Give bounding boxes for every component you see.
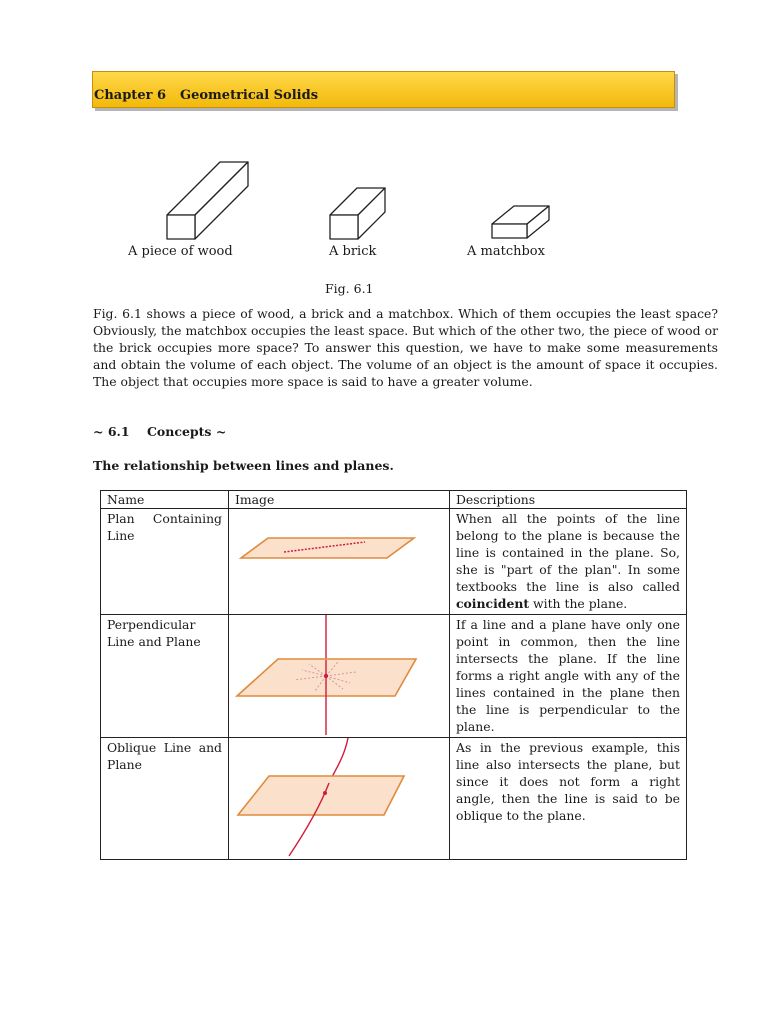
figure-caption: Fig. 6.1 <box>325 281 374 296</box>
brick-drawing <box>330 188 385 239</box>
chapter-number: Chapter 6 <box>94 88 167 103</box>
table-row <box>101 738 687 860</box>
plane-containing-line-diagram <box>229 509 450 614</box>
row-description: When all the points of the line belong to the plane is because the line is contained in the plane. So, she is "part of the plan". In some textbooks the line is also called coincident with the plane. <box>450 509 687 615</box>
intersection-point <box>323 791 327 795</box>
chapter-title: Geometrical Solids <box>180 88 319 103</box>
plane-shape <box>241 538 414 558</box>
brick-caption: A brick <box>329 244 377 259</box>
matchbox-drawing <box>492 206 549 238</box>
row-description: If a line and a plane have only one point in common, then the line intersects the plane. If the line forms a right angle with any of the lines contained in the plane then the line is perpendicular to the plane. <box>450 615 687 738</box>
intersection-point <box>324 674 328 678</box>
intro-paragraph: Fig. 6.1 shows a piece of wood, a brick and a matchbox. Which of them occupies the least space? Obviously, the matchbox occupies the least space. But which of the other two, the piece of wood or the brick occupies more space? To answer this question, we have to make some measurements and obtain the volume of each object. The volume of an object is the amount of space it occupies. The object that occupies more space is said to have a greater volume. <box>93 306 718 389</box>
table-row <box>101 615 687 738</box>
row-image <box>229 615 450 738</box>
coincident-term: coincident <box>456 596 530 611</box>
section-heading: ~ 6.1 Concepts ~ <box>93 424 227 439</box>
row-name: Oblique Line and Plane <box>101 738 229 860</box>
header-descriptions: Descriptions <box>450 491 687 509</box>
oblique-line-diagram <box>229 738 450 859</box>
row-name: Plan Containing Line <box>101 509 229 615</box>
plane-shape <box>238 776 404 815</box>
table-header-row <box>101 491 687 509</box>
lines-planes-table <box>100 490 687 860</box>
header-name: Name <box>101 491 229 509</box>
matchbox-caption: A matchbox <box>467 244 545 259</box>
header-image: Image <box>229 491 450 509</box>
row-image <box>229 738 450 860</box>
wood-caption: A piece of wood <box>128 244 233 259</box>
section-subheading: The relationship between lines and planes. <box>93 458 394 473</box>
figure-6-1-solids <box>0 0 768 300</box>
row-name: Perpendicular Line and Plane <box>101 615 229 738</box>
wood-piece-drawing <box>167 162 248 239</box>
perpendicular-line-diagram <box>229 615 450 737</box>
row-description: As in the previous example, this line also intersects the plane, but since it does not form a right angle, then the line is said to be oblique to the plane. <box>450 738 687 860</box>
row-image <box>229 509 450 615</box>
table-row <box>101 509 687 615</box>
